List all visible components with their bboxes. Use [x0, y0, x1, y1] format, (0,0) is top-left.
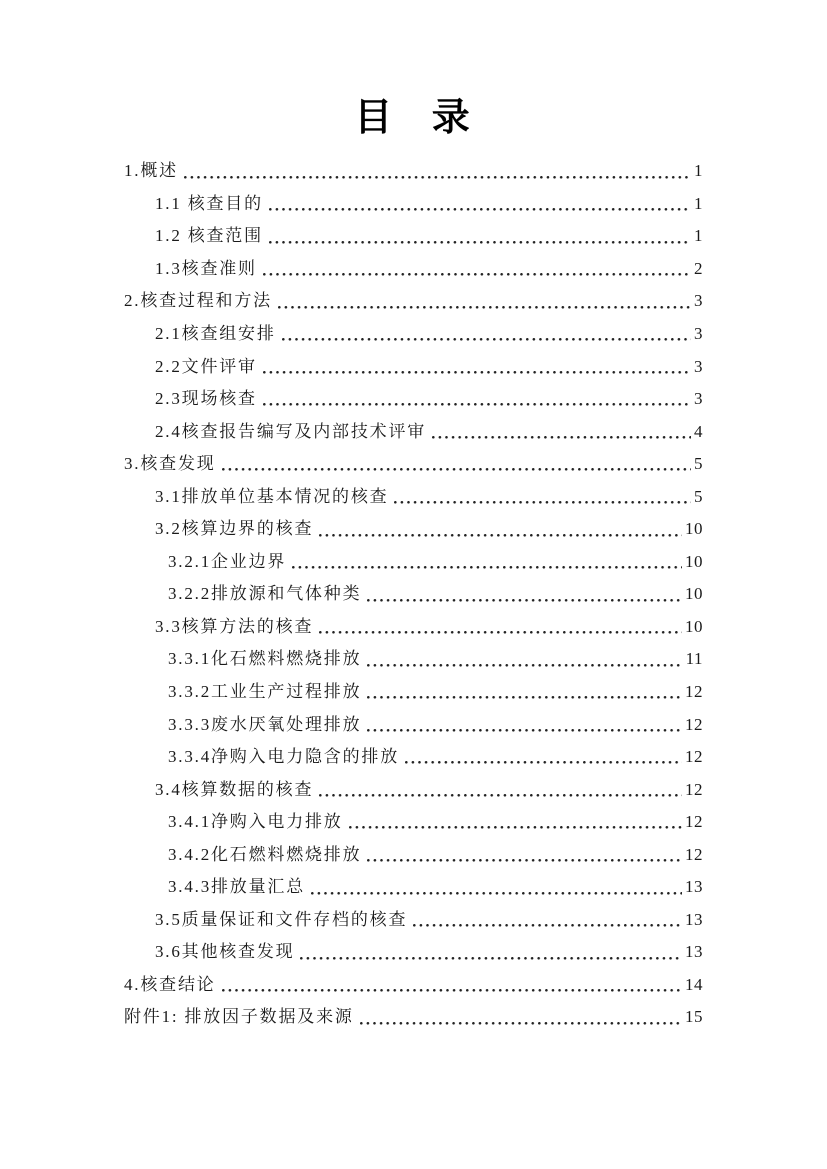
toc-entry-14[interactable] — [124, 611, 703, 644]
toc-entry-label: 2.4核查报告编写及内部技术评审 — [155, 421, 427, 441]
toc-entry-page-number: 10 — [685, 519, 703, 539]
toc-entry-page-number: 14 — [685, 974, 703, 994]
toc-entry-18[interactable] — [124, 741, 703, 774]
toc-entry-page-number: 3 — [694, 324, 703, 343]
toc-entry-label: 2.3现场核查 — [155, 389, 257, 409]
toc-entry-label: 3.3.2工业生产过程排放 — [168, 682, 362, 702]
dot-leader — [222, 989, 682, 992]
dot-leader — [269, 208, 691, 211]
toc-entry-page-number: 1 — [694, 161, 703, 181]
toc-entry-label: 2.1核查组安排 — [155, 324, 276, 343]
toc-entry-label: 3.2.1企业边界 — [168, 551, 287, 571]
toc-entry-5[interactable] — [124, 318, 703, 351]
dot-leader — [367, 859, 682, 862]
toc-entry-label: 3.5质量保证和文件存档的核查 — [155, 909, 408, 929]
toc-entry-4[interactable] — [124, 285, 703, 318]
toc-entry-26[interactable] — [124, 1001, 703, 1034]
dot-leader — [311, 892, 682, 895]
toc-entry-11[interactable] — [124, 513, 703, 546]
toc-entry-page-number: 12 — [685, 779, 703, 799]
toc-entry-label: 3.4.3排放量汇总 — [168, 877, 305, 897]
toc-entry-label: 1.2 核查范围 — [155, 226, 263, 246]
toc-entry-label: 1.概述 — [124, 161, 178, 181]
toc-entry-label: 3.6其他核查发现 — [155, 942, 295, 962]
toc-entry-page-number: 13 — [685, 877, 703, 897]
toc-entry-label: 3.2.2排放源和气体种类 — [168, 584, 362, 604]
dot-leader — [319, 534, 682, 537]
toc-entry-label: 附件1: 排放因子数据及来源 — [124, 1007, 354, 1027]
toc-entry-15[interactable] — [124, 643, 703, 676]
toc-entry-label: 3.3.3废水厌氧处理排放 — [168, 714, 362, 734]
toc-entry-label: 2.2文件评审 — [155, 356, 257, 376]
toc-entry-23[interactable] — [124, 904, 703, 937]
dot-leader — [300, 957, 682, 960]
toc-entry-label: 4.核查结论 — [124, 974, 216, 994]
toc-entry-page-number: 10 — [685, 584, 703, 604]
toc-entry-page-number: 1 — [694, 193, 703, 213]
toc-entry-label: 3.4核算数据的核查 — [155, 779, 314, 799]
toc-entry-label: 1.1 核查目的 — [155, 193, 263, 213]
dot-leader — [269, 241, 691, 244]
toc-entry-page-number: 2 — [694, 258, 703, 278]
toc-entry-13[interactable] — [124, 578, 703, 611]
toc-entry-label: 3.3.1化石燃料燃烧排放 — [168, 649, 362, 669]
toc-entry-12[interactable] — [124, 546, 703, 579]
toc-entry-label: 3.4.2化石燃料燃烧排放 — [168, 844, 362, 864]
dot-leader — [432, 436, 691, 439]
toc-entry-page-number: 12 — [685, 714, 703, 734]
toc-entry-page-number: 12 — [685, 844, 703, 864]
toc-entry-page-number: 5 — [694, 454, 703, 474]
toc-entry-page-number: 13 — [685, 942, 703, 962]
dot-leader — [413, 924, 682, 927]
toc-entry-page-number: 4 — [694, 421, 703, 441]
dot-leader — [282, 338, 691, 341]
toc-entry-page-number: 1 — [694, 226, 703, 246]
toc-entry-19[interactable] — [124, 773, 703, 806]
toc-entry-3[interactable] — [124, 253, 703, 286]
dot-leader — [222, 468, 691, 471]
dot-leader — [367, 696, 682, 699]
toc-entry-page-number: 12 — [685, 682, 703, 702]
toc-entry-page-number: 3 — [694, 291, 703, 311]
dot-leader — [367, 599, 682, 602]
toc-entry-0[interactable] — [124, 155, 703, 188]
toc-entry-label: 3.3核算方法的核查 — [155, 616, 314, 636]
toc-entry-page-number: 15 — [685, 1007, 703, 1027]
toc-entry-page-number: 3 — [694, 356, 703, 376]
toc-entry-10[interactable] — [124, 480, 703, 513]
dot-leader — [367, 664, 682, 667]
toc-entry-label: 3.1排放单位基本情况的核查 — [155, 486, 389, 506]
dot-leader — [405, 761, 682, 764]
dot-leader — [367, 729, 682, 732]
dot-leader — [319, 631, 682, 634]
table-of-contents — [124, 155, 703, 1034]
toc-entry-label: 1.3核查准则 — [155, 258, 257, 278]
dot-leader — [278, 306, 691, 309]
toc-entry-1[interactable] — [124, 188, 703, 221]
toc-entry-page-number: 13 — [685, 909, 703, 929]
dot-leader — [263, 273, 691, 276]
toc-entry-22[interactable] — [124, 871, 703, 904]
dot-leader — [184, 176, 691, 179]
dot-leader — [263, 371, 691, 374]
toc-entry-page-number: 11 — [685, 649, 703, 669]
toc-entry-page-number: 10 — [685, 551, 703, 571]
toc-entry-21[interactable] — [124, 838, 703, 871]
toc-entry-8[interactable] — [124, 415, 703, 448]
toc-entry-label: 3.2核算边界的核查 — [155, 519, 314, 539]
toc-entry-7[interactable] — [124, 383, 703, 416]
toc-entry-page-number: 5 — [694, 486, 703, 506]
toc-entry-24[interactable] — [124, 936, 703, 969]
toc-entry-label: 3.4.1净购入电力排放 — [168, 812, 343, 832]
dot-leader — [292, 566, 682, 569]
toc-entry-25[interactable] — [124, 969, 703, 1002]
toc-entry-label: 3.核查发现 — [124, 454, 216, 474]
page-title: 目 录 — [354, 97, 473, 139]
toc-entry-20[interactable] — [124, 806, 703, 839]
dot-leader — [319, 794, 682, 797]
toc-entry-page-number: 10 — [685, 616, 703, 636]
toc-entry-label: 2.核查过程和方法 — [124, 291, 272, 311]
dot-leader — [394, 501, 691, 504]
dot-leader — [360, 1022, 682, 1025]
toc-entry-2[interactable] — [124, 220, 703, 253]
dot-leader — [349, 826, 682, 829]
toc-entry-17[interactable] — [124, 708, 703, 741]
toc-entry-label: 3.3.4净购入电力隐含的排放 — [168, 747, 399, 767]
toc-entry-9[interactable] — [124, 448, 703, 481]
toc-entry-16[interactable] — [124, 676, 703, 709]
dot-leader — [263, 403, 691, 406]
toc-entry-page-number: 12 — [685, 812, 703, 832]
toc-entry-page-number: 3 — [694, 389, 703, 409]
toc-entry-6[interactable] — [124, 350, 703, 383]
toc-entry-page-number: 12 — [685, 747, 703, 767]
